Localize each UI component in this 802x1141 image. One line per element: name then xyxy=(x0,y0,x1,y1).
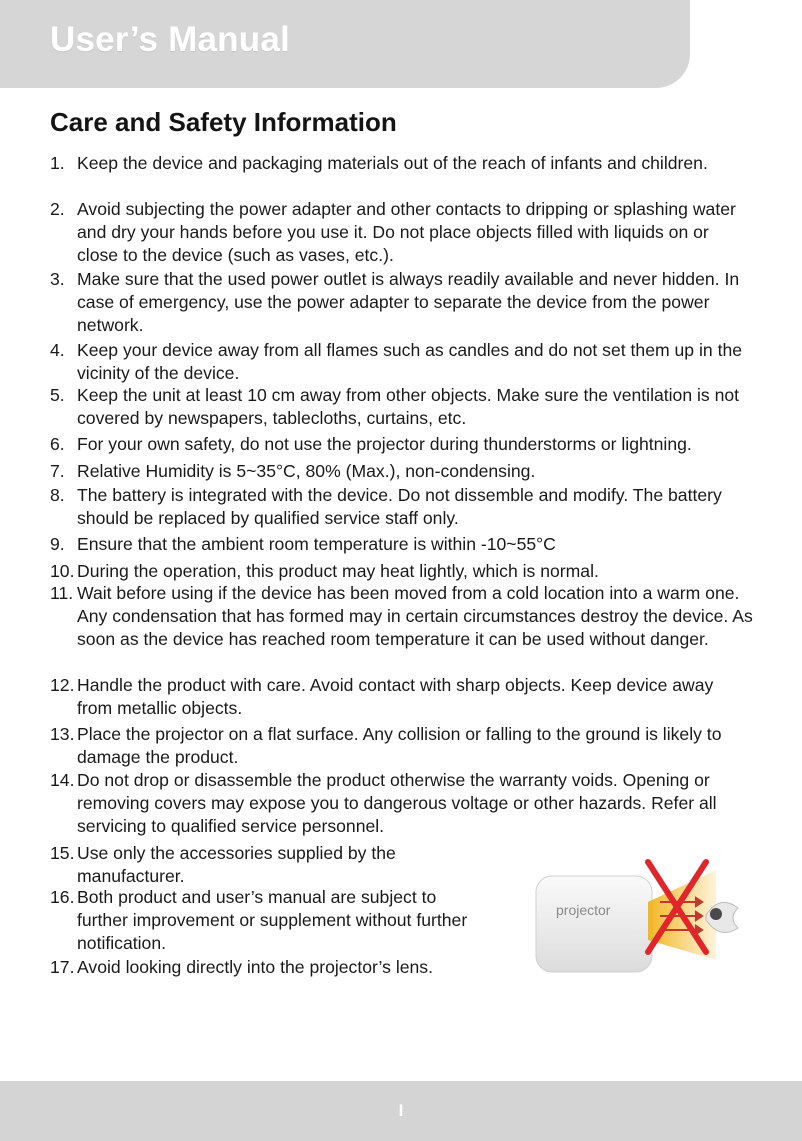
list-item xyxy=(50,433,770,456)
item-text: Use only the accessories supplied by the manufacturer. xyxy=(77,843,396,886)
list-item xyxy=(50,842,450,888)
item-text: Handle the product with care. Avoid contact with sharp objects. Keep device away from metallic objects. xyxy=(77,675,714,718)
eye-pupil xyxy=(710,908,722,920)
list-item xyxy=(50,674,750,720)
list-item xyxy=(50,582,760,651)
list-item xyxy=(50,956,490,979)
page-title: Care and Safety Information xyxy=(50,107,397,137)
item-text: Relative Humidity is 5~35°C, 80% (Max.), non-condensing. xyxy=(77,461,536,481)
item-text: Make sure that the used power outlet is always readily available and never hidden. In case of emergency, use the power adapter to separate the device from the power network. xyxy=(77,269,740,335)
item-text: Both product and user’s manual are subject to further improvement or supplement without further notification. xyxy=(77,887,468,953)
item-text: Keep the device and packaging materials out of the reach of infants and children. xyxy=(77,153,708,173)
item-text: Avoid subjecting the power adapter and other contacts to dripping or splashing water and dry your hands before you use it. Do not place objects filled with liquids on or close to the device (such as vases, etc.). xyxy=(77,199,736,265)
item-number: 15. xyxy=(50,843,75,863)
item-number: 10. xyxy=(50,561,75,581)
item-number: 14. xyxy=(50,770,75,790)
projector-warning-icon xyxy=(520,840,760,980)
item-text: Do not drop or disassemble the product otherwise the warranty voids. Opening or removing covers may expose you to dangerous voltage or other hazards. Refer all servicing to qualified service personnel. xyxy=(77,770,717,836)
item-text: Place the projector on a flat surface. Any collision or falling to the ground is likely to damage the product. xyxy=(77,724,722,767)
item-text: Avoid looking directly into the projector’s lens. xyxy=(77,957,433,977)
manual-title: User’s Manual xyxy=(50,20,290,59)
list-item xyxy=(50,886,480,955)
list-item xyxy=(50,268,750,337)
item-number: 4. xyxy=(50,340,65,360)
item-text: During the operation, this product may heat lightly, which is normal. xyxy=(77,561,599,581)
item-number: 13. xyxy=(50,724,75,744)
item-text: Ensure that the ambient room temperature is within -10~55°C xyxy=(77,534,556,554)
item-number: 2. xyxy=(50,199,65,219)
item-number: 1. xyxy=(50,153,65,173)
page-number: I xyxy=(398,1101,404,1120)
list-item xyxy=(50,384,760,430)
item-number: 6. xyxy=(50,434,65,454)
item-text: Keep your device away from all flames such as candles and do not set them up in the vicinity of the device. xyxy=(77,340,743,383)
list-item xyxy=(50,152,750,175)
item-number: 17. xyxy=(50,957,75,977)
item-text: The battery is integrated with the device. Do not dissemble and modify. The battery should be replaced by qualified service staff only. xyxy=(77,485,722,528)
list-item xyxy=(50,339,760,385)
item-text: For your own safety, do not use the projector during thunderstorms or lightning. xyxy=(77,434,692,454)
item-number: 8. xyxy=(50,485,65,505)
projector-body xyxy=(536,876,652,972)
list-item xyxy=(50,484,750,530)
item-number: 5. xyxy=(50,385,65,405)
item-number: 3. xyxy=(50,269,65,289)
list-item xyxy=(50,723,750,769)
item-number: 9. xyxy=(50,534,65,554)
list-item xyxy=(50,198,750,267)
projector-label: projector xyxy=(556,902,611,918)
item-text: Keep the unit at least 10 cm away from other objects. Make sure the ventilation is not covered by newspapers, tablecloths, curtains, etc. xyxy=(77,385,740,428)
item-number: 7. xyxy=(50,461,65,481)
list-item xyxy=(50,560,750,583)
item-text: Wait before using if the device has been moved from a cold location into a warm one. Any condensation that has formed may in certain circumstances destroy the device. As soon as the device has reached room temperature it can be used without danger. xyxy=(77,583,753,649)
item-number: 12. xyxy=(50,675,75,695)
item-number: 16. xyxy=(50,887,75,907)
list-item xyxy=(50,769,750,838)
list-item xyxy=(50,533,750,556)
item-number: 11. xyxy=(50,583,74,603)
list-item xyxy=(50,460,750,483)
